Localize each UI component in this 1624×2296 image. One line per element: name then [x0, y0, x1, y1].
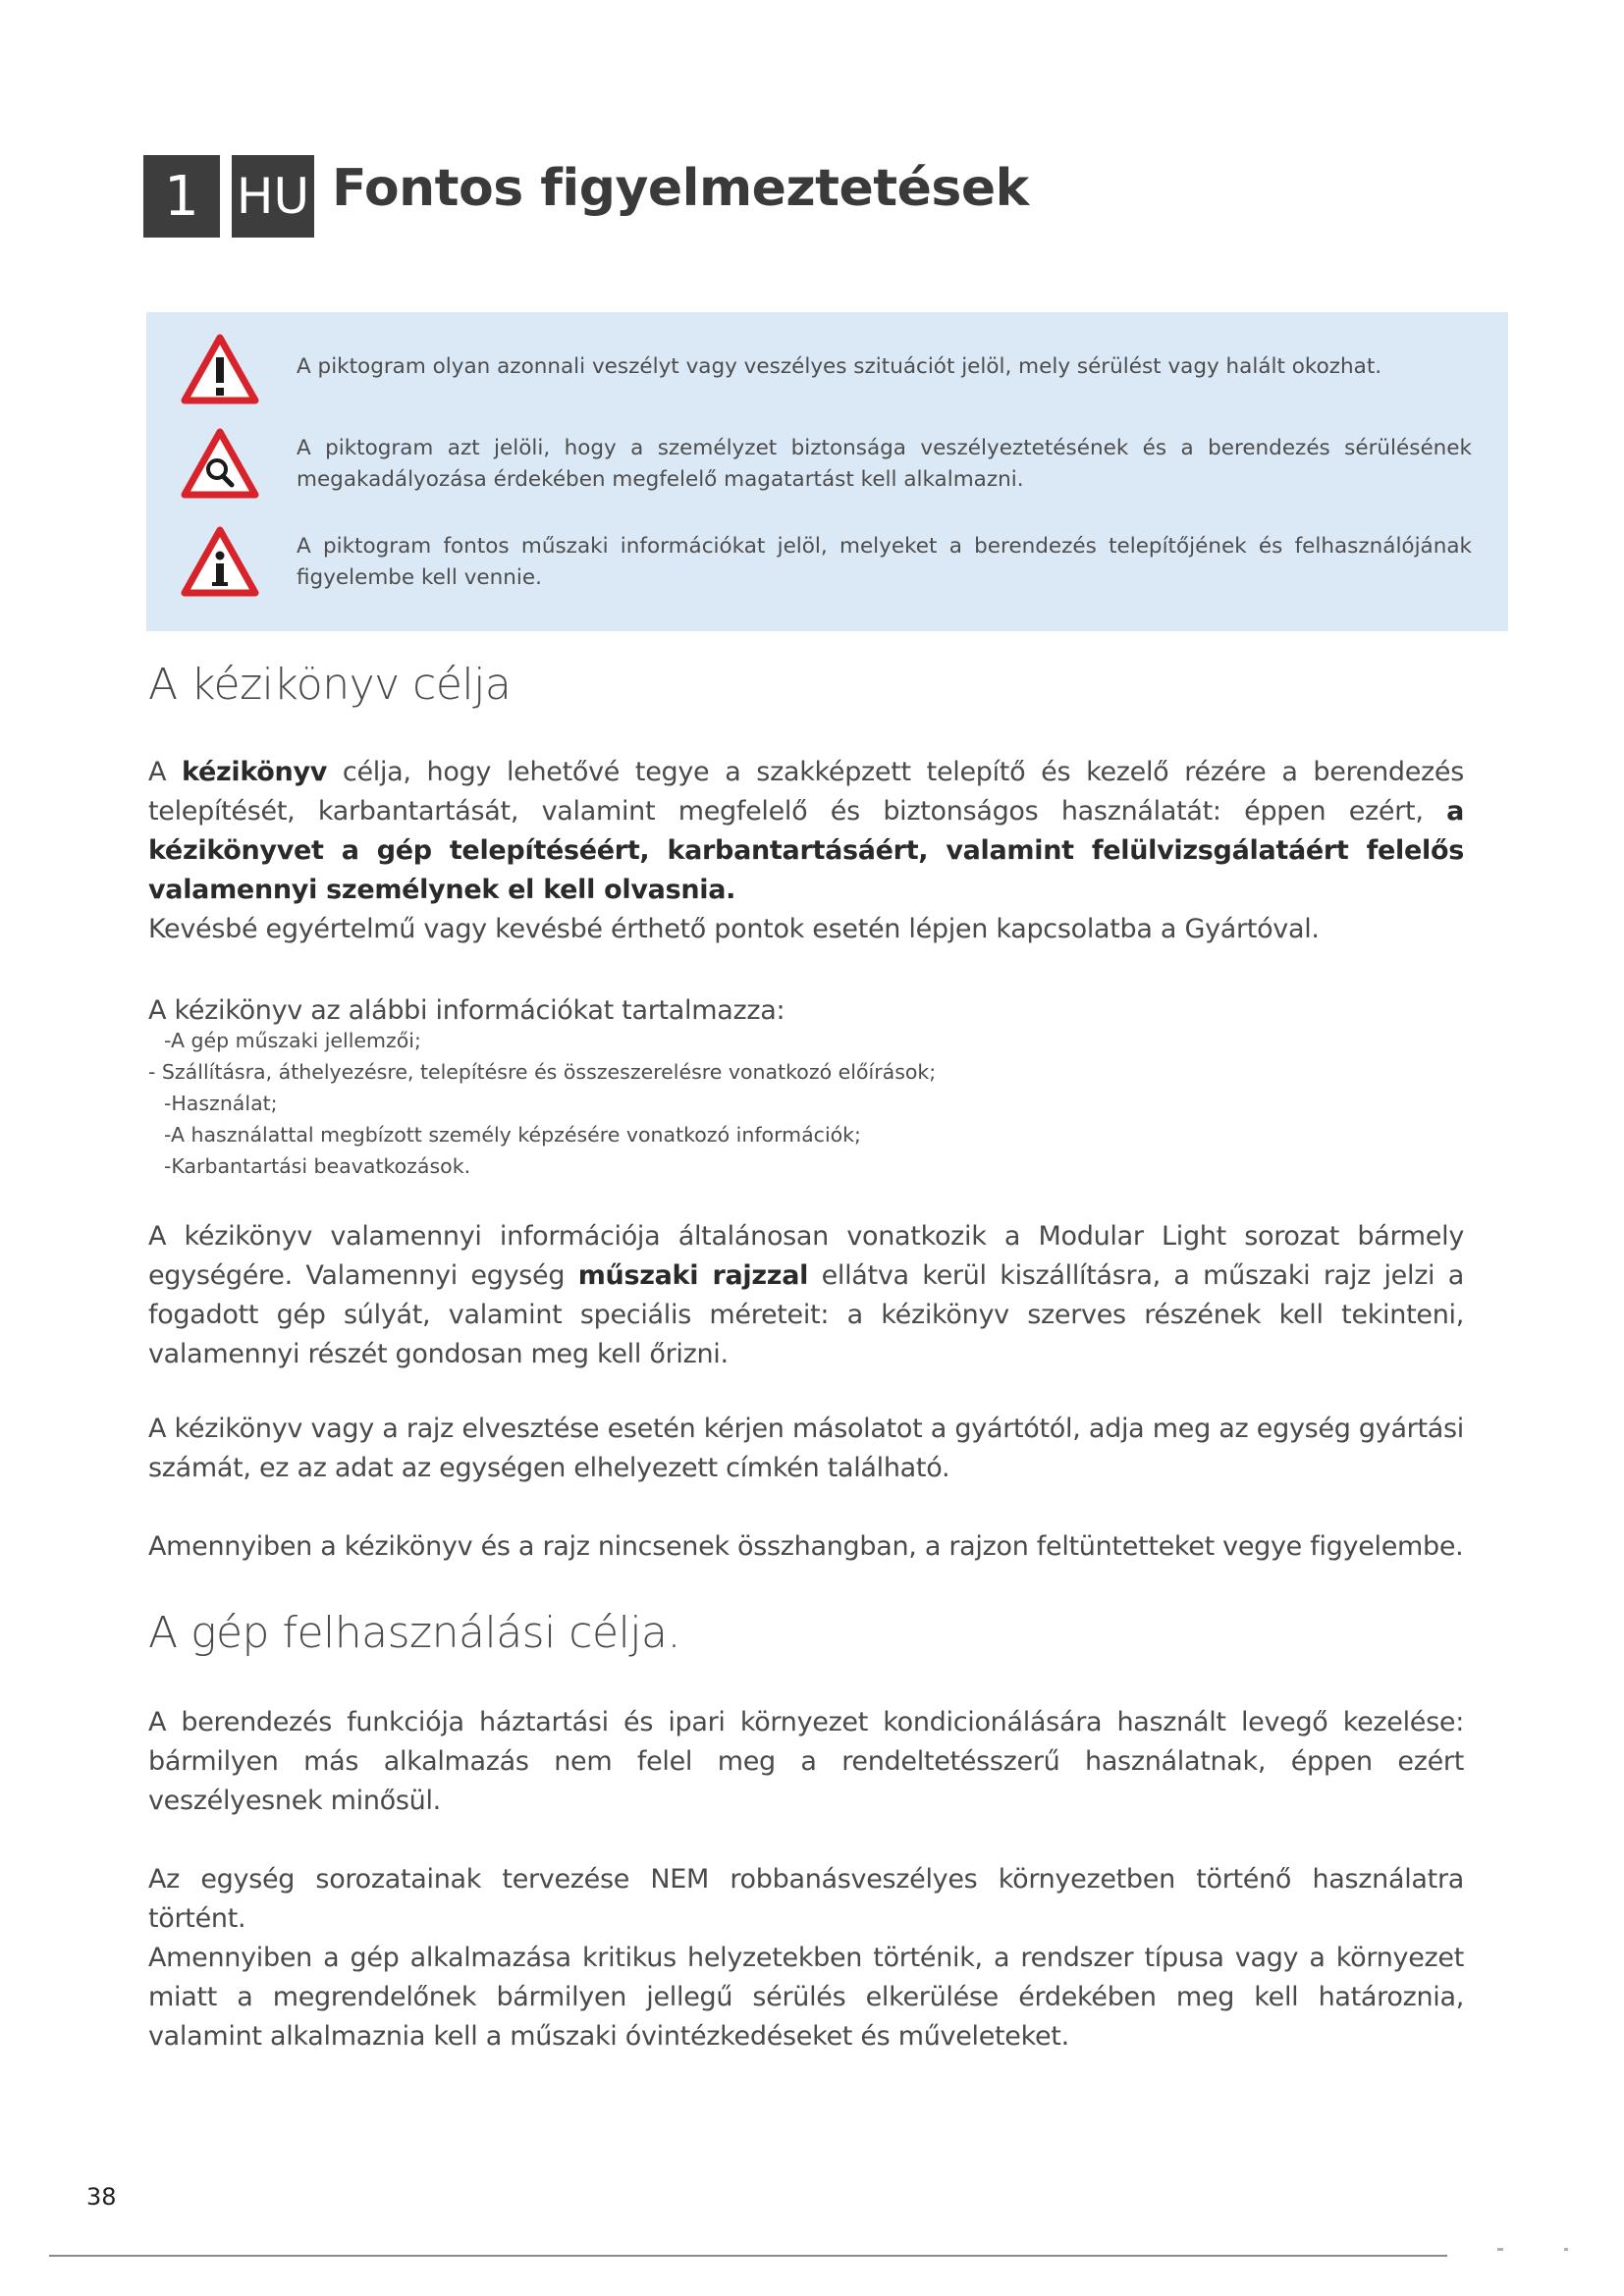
section-heading-manual-purpose: A kézikönyv célja [148, 660, 512, 710]
warning-legend-box [146, 312, 1508, 631]
chapter-number-badge: 1 [143, 155, 220, 238]
drawing-priority-paragraph: Amennyiben a kézikönyv és a rajz nincsenek összhangban, a rajzon feltüntetteket vegye figyelembe. [148, 1531, 1464, 1562]
bold-text-run: műszaki rajzzal [577, 1260, 809, 1291]
machine-function-paragraph: A berendezés funkciója háztartási és ipari környezet kondicionálására használt levegő kezelése: bármilyen más alkalmazás nem felel meg a rendeltetésszerű használatnak, éppen ezért veszélyesnek minősül. [148, 1707, 1464, 1816]
text-run: ellátva kerül kiszállításra, a műszaki rajz jelzi a fogadott gép súlyát, valamint speciális méreteit: a kézikönyv szerves részének kell tekinteni, valamennyi részét gondosan meg kell őrizni. [148, 1260, 1465, 1369]
footer-mark [1564, 2248, 1568, 2251]
warning-text-danger: A piktogram olyan azonnali veszélyt vagy veszélyes szituációt jelöl, mely sérülést vagy halált okozhat. [297, 354, 1382, 379]
text-run: célja, hogy lehetővé tegye a szakképzett telepítő és kezelő rézére a berendezés telepítését, karbantartását, valamint megfelelő és biztonságos használatát: éppen ezért, [148, 757, 1464, 827]
bold-text-run: kézikönyv [182, 757, 328, 787]
manual-purpose-paragraph [148, 753, 1464, 910]
info-warning-icon [181, 526, 259, 597]
bold-text-run: a kézikönyvet a gép telepítéséért, karbantartásáért, valamint felülvizsgálatáért felelős valamennyi személynek el kell olvasnia. [148, 796, 1464, 905]
list-item: - Szállításra, áthelyezésre, telepítésre és összeszerelésre vonatkozó előírások; [148, 1060, 937, 1084]
footer-rule [49, 2255, 1447, 2257]
page-number: 38 [86, 2183, 117, 2211]
list-item: -A használattal megbízott személy képzésére vonatkozó információk; [164, 1123, 861, 1147]
contact-manufacturer-paragraph: Kevésbé egyértelmű vagy kevésbé érthető pontok esetén lépjen kapcsolatba a Gyártóval. [148, 914, 1320, 944]
list-item: -Használat; [164, 1092, 278, 1115]
critical-use-paragraph: Amennyiben a gép alkalmazása kritikus helyzetekben történik, a rendszer típusa vagy a környezet miatt a megrendelőnek bármilyen jellegű sérülés elkerülése érdekében meg kell határoznia, valamint alkalmaznia kell a műszaki óvintézkedéseket és műveleteket. [148, 1943, 1464, 2052]
footer-mark [1497, 2248, 1503, 2251]
caution-magnifier-icon [181, 428, 259, 499]
section-heading-machine-purpose: A gép felhasználási célja. [148, 1608, 680, 1658]
warning-text-info: A piktogram fontos műszaki információkat jelöl, melyeket a berendezés telepítőjének és felhasználójának figyelembe kell vennie. [297, 534, 1472, 590]
manual-scope-paragraph [148, 1217, 1464, 1374]
lost-manual-paragraph: A kézikönyv vagy a rajz elvesztése esetén kérjen másolatot a gyártótól, adja meg az egység gyártási számát, ez az adat az egységen elhelyezett címkén található. [148, 1414, 1464, 1483]
text-run: A kézikönyv valamennyi információja általánosan vonatkozik a Modular Light sorozat bármely egységére. Valamennyi egység [148, 1221, 1464, 1291]
page-title: Fontos figyelmeztetések [332, 159, 1029, 218]
danger-exclamation-icon [181, 334, 259, 404]
warning-text-caution: A piktogram azt jelöli, hogy a személyzet biztonsága veszélyeztetésének és a berendezés sérülésének megakadályozása érdekében megfelelő magatartást kell alkalmazni. [297, 436, 1472, 492]
explosion-risk-paragraph: Az egység sorozatainak tervezése NEM robbanásveszélyes környezetben történő használatra történt. [148, 1864, 1464, 1934]
language-badge: HU [232, 155, 314, 238]
list-item: -A gép műszaki jellemzői; [164, 1029, 421, 1052]
list-intro: A kézikönyv az alábbi információkat tartalmazza: [148, 995, 785, 1026]
list-item: -Karbantartási beavatkozások. [164, 1154, 471, 1178]
text-run: A [148, 757, 183, 787]
